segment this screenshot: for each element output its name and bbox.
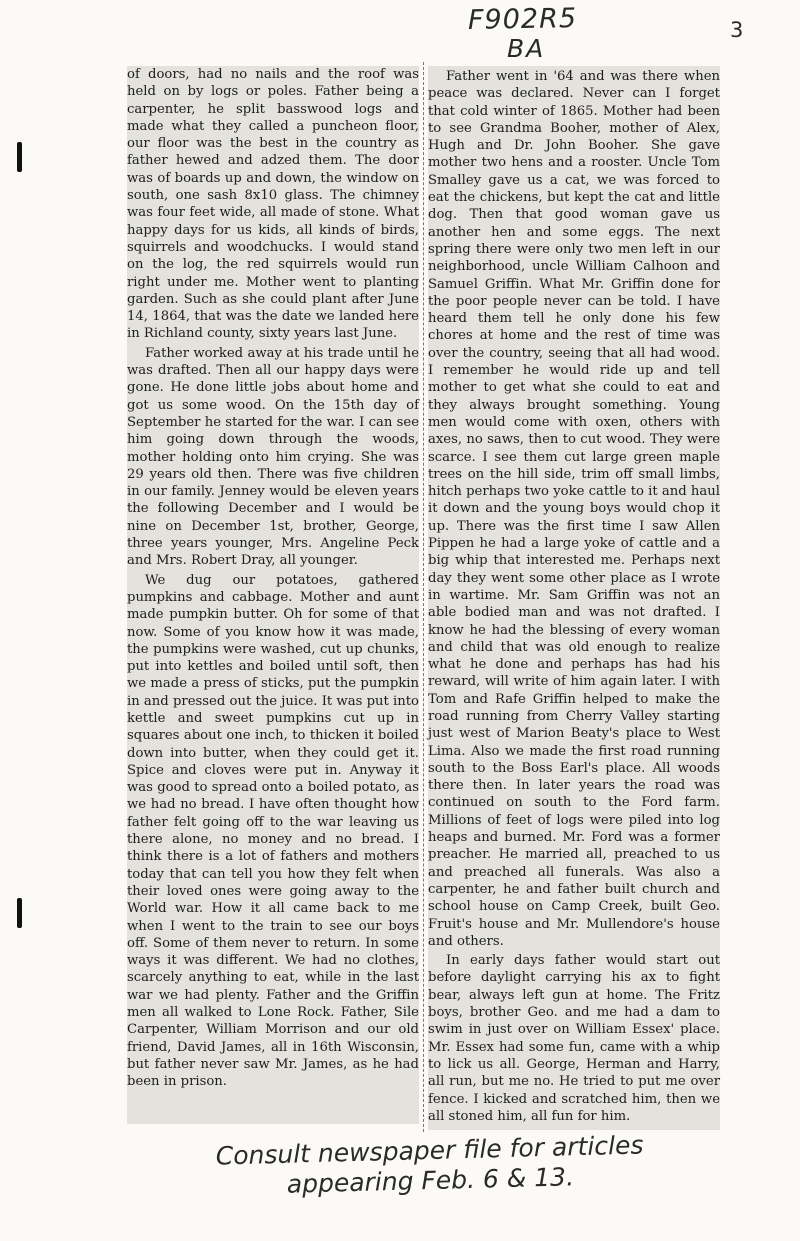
article-paragraph: In early days father would start out before daylight carrying his ax to fight bear, always left gun at home. The Fritz boys, brother Geo. and me had a dam to swim in just over on William Essex' place. Mr. Essex had some fun, came with a whip to lick us all. George, Herman and Harry, all run, but me no. He tried to put me over fence. I kicked and scratched him, then we all stoned him, all fun for him. — [428, 953, 720, 1124]
article-paragraph: Father worked away at his trade until he was drafted. Then all our happy days were gone. He done little jobs about home and got us some wood. On the 15th day of September he started for the war. I can see him going down through the woods, mother holding onto him crying. She was 29 years old then. There was five children in our family. Jenney would be eleven years the following December and I would be nine on December 1st, brother, George, three years younger, Mrs. Angeline Peck and Mrs. Robert Dray, all younger. — [127, 345, 419, 569]
call-number-annotation: F902R5 — [467, 3, 578, 36]
binder-hole-mark — [17, 142, 22, 172]
article-column-right — [428, 66, 720, 1130]
article-column-left — [127, 66, 419, 1124]
article-paragraph: Father went in '64 and was there when peace was declared. Never can I forget that cold winter of 1865. Mother had been to see Grandma Booher, mother of Alex, Hugh and Dr. John Booher. She gave mother two hens and a rooster. Uncle Tom Smalley gave us a cat, we was forced to eat the chickens, but kept the cat and little dog. Then that good woman gave us another hen and some eggs. The next spring there were only two men left in our neighborhood, uncle William Calhoon and Samuel Griffin. What Mr. Griffin done for the poor people never can be told. I have heard them tell he only done his few chores at home and the rest of time was over the country, seeing that all had wood. I remember he would ride up and tell mother to get what she could to eat and they always brought something. Young men would come with oxen, others with axes, no saws, then to cut wood. They were scarce. I see them cut large green maple trees on the hill side, trim off small limbs, hitch perhaps two yoke cattle to it and haul it down and the young boys would chop it up. There was the first time I saw Allen Pippen he had a large yoke of cattle and a big whip that interested me. Perhaps next day they went some other place as I wrote in wartime. Mr. Sam Griffin was not an able bodied man and was not drafted. I know he had the blessing of every woman and child that was old enough to realize what he done and perhaps has had his reward, will write of him again later. I with Tom and Rafe Griffin helped to make the road running from Cherry Valley starting just west of Marion Beaty's place to West Lima. Also we made the first road running south to the Boss Earl's place. All woods there then. In later years the road was continued on south to the Ford farm. Millions of feet of logs were piled into log heaps and burned. Mr. Ford was a former preacher. He married all, preached to us and preached all funerals. Was also a carpenter, he and father built church and school house on Camp Creek, built Geo. Fruit's house and Mr. Mullendore's house and others. — [428, 69, 720, 949]
handwritten-footnote: Consult newspaper file for articles appearing Feb. 6 & 13. — [215, 1130, 644, 1199]
collection-tag-annotation: BA — [507, 34, 546, 63]
page-number: 3 — [730, 18, 744, 42]
article-paragraph: We dug our potatoes, gathered pumpkins and cabbage. Mother and aunt made pumpkin butter. Oh for some of that now. Some of you know how it was made, the pumpkins were washed, cut up chunks, put into kettles and boiled until soft, then we made a press of sticks, put the pumpkin in and pressed out the juice. It was put into kettle and sweet pumpkins cut up in squares about one inch, to thicken it boiled down into butter, when they could get it. Spice and cloves were put in. Anyway it was good to spread onto a boiled potato, as we had no bread. I have often thought how father felt going off to the war leaving us there alone, no money and no bread. I think there is a lot of fathers and mothers today that can tell you how they felt when their loved ones were going away to the World war. How it all came back to me when I went to the train to see our boys off. Some of them never to return. In some ways it was different. We had no clothes, scarcely anything to eat, while in the last war we had plenty. Father and the Griffin men all walked to Lone Rock. Father, Sile Carpenter, William Morrison and our old friend, David James, all in 16th Wisconsin, but father never saw Mr. James, as he had been in prison. — [127, 572, 419, 1090]
article-paragraph: of doors, had no nails and the roof was held on by logs or poles. Father being a carpenter, he split basswood logs and made what they called a puncheon floor, our floor was the best in the country as father hewed and adzed them. The door was of boards up and down, the window on south, one sash 8x10 glass. The chimney was four feet wide, all made of stone. What happy days for us kids, all kinds of birds, squirrels and woodchucks. I would stand on the log, the red squirrels would run right under me. Mother went to planting garden. Such as she could plant after June 14, 1864, that was the date we landed here in Richland county, sixty years last June. — [127, 67, 419, 342]
column-divider — [423, 62, 425, 1132]
binder-hole-mark — [17, 898, 22, 928]
